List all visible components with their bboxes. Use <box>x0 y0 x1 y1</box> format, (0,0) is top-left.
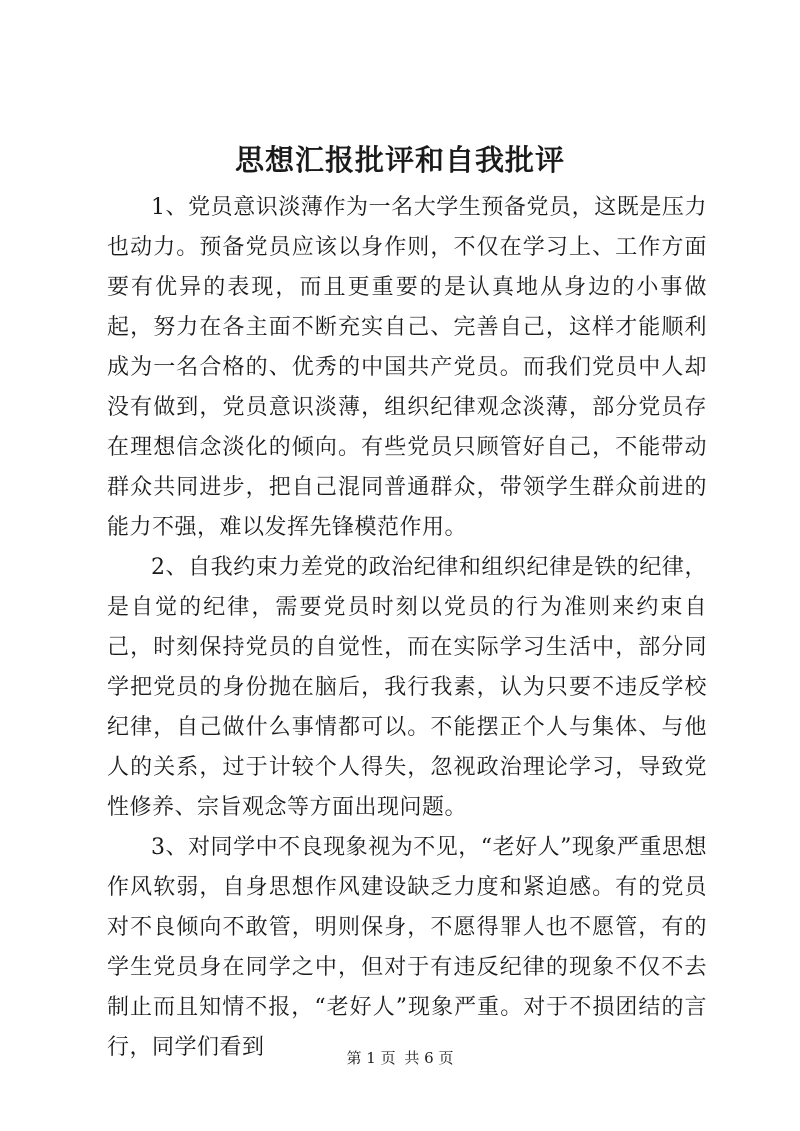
page-number: 第 1 页 <box>346 1049 396 1067</box>
document-title: 思想汇报批评和自我批评 <box>234 143 565 177</box>
paragraph-1: 1、党员意识淡薄作为一名大学生预备党员，这既是压力也动力。预备党员应该以身作则，不仅在学习上、工作方面要有优异的表现，而且更重要的是认真地从身边的小事做起，努力在各主面不断充实自己、完善自己，这样才能顺利成为一名合格的、优秀的中国共产党员。而我们党员中人却没有做到，党员意识淡薄，组织纪律观念淡薄，部分党员存在理想信念淡化的倾向。有些党员只顾管好自己，不能带动群众共同进步，把自己混同普通群众，带领学生群众前进的能力不强，难以发挥先锋模范作用。 <box>107 195 707 540</box>
page-total: 共 6 页 <box>404 1049 454 1067</box>
document-body <box>107 188 707 1068</box>
page-footer <box>0 1048 800 1068</box>
paragraph-2: 2、自我约束力差党的政治纪律和组织纪律是铁的纪律，是自觉的纪律，需要党员时刻以党员的行为准则来约束自己，时刻保持党员的自觉性，而在实际学习生活中，部分同学把党员的身份抛在脑后，我行我素，认为只要不违反学校纪律，自己做什么事情都可以。不能摆正个人与集体、与他人的关系，过于计较个人得失，忽视政治理论学习，导致党性修养、宗旨观念等方面出现问题。 <box>107 555 707 820</box>
paragraph-3: 3、对同学中不良现象视为不见，“老好人”现象严重思想作风软弱，自身思想作风建设缺乏力度和紧迫感。有的党员对不良倾向不敢管，明则保身，不愿得罪人也不愿管，有的学生党员身在同学之中，但对于有违反纪律的现象不仅不去制止而且知情不报，“老好人”现象严重。对于不损团结的言行，同学们看到 <box>107 835 707 1060</box>
